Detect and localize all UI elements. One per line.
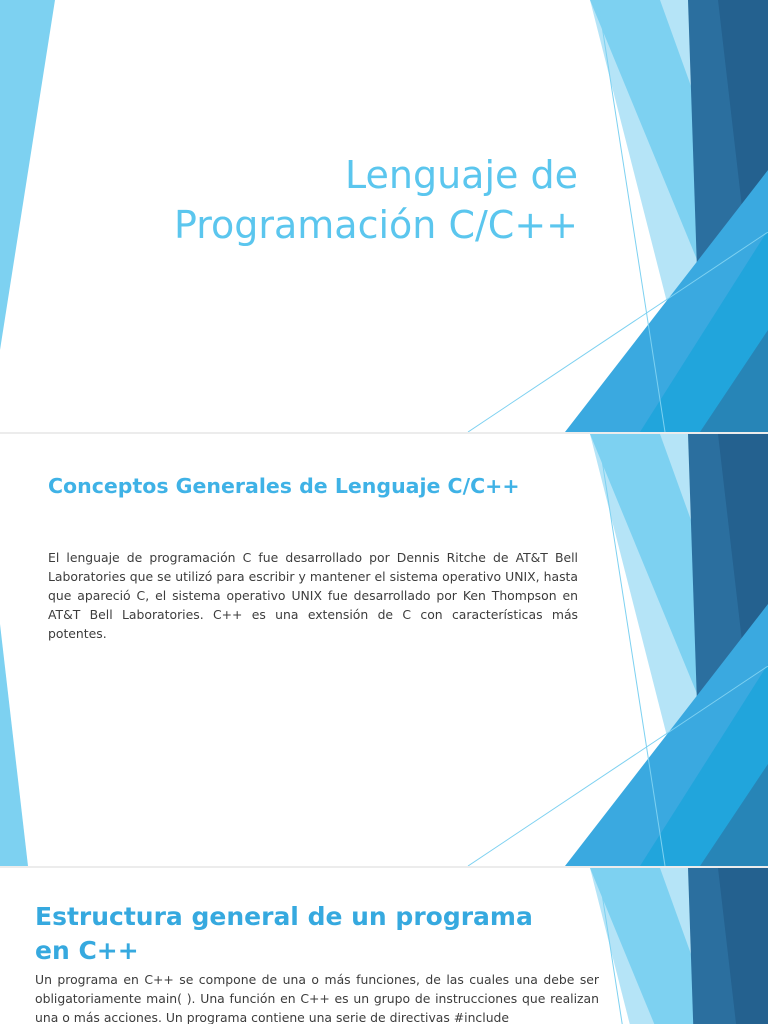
title-slide bbox=[0, 0, 768, 432]
concepts-slide bbox=[0, 434, 768, 866]
slide-body-text: El lenguaje de programación C fue desarrollado por Dennis Ritche de AT&T Bell Laboratories que se utilizó para escribir y mantener el sistema operativo UNIX, hasta que apareció C, el sistema operativo UNIX fue desarrollado por Ken Thompson en AT&T Bell Laboratories. C++ es una extensión de C con características más potentes. bbox=[48, 550, 578, 641]
title-line-1: Lenguaje de bbox=[345, 153, 578, 197]
decorative-triangles bbox=[0, 434, 768, 866]
slide-body-text: Un programa en C++ se compone de una o más funciones, de las cuales una debe ser obligatoriamente main( ). Una función en C++ es un grupo de instrucciones que realizan una o más acciones. Un programa contiene una serie de directivas #include bbox=[35, 972, 599, 1024]
slide-heading: Conceptos Generales de Lenguaje C/C++ bbox=[48, 474, 520, 498]
title-line-2: Programación C/C++ bbox=[173, 203, 578, 247]
structure-slide bbox=[0, 868, 768, 1024]
slide-heading: Estructura general de un programa en C++ bbox=[35, 902, 533, 965]
slide-title bbox=[58, 150, 578, 250]
